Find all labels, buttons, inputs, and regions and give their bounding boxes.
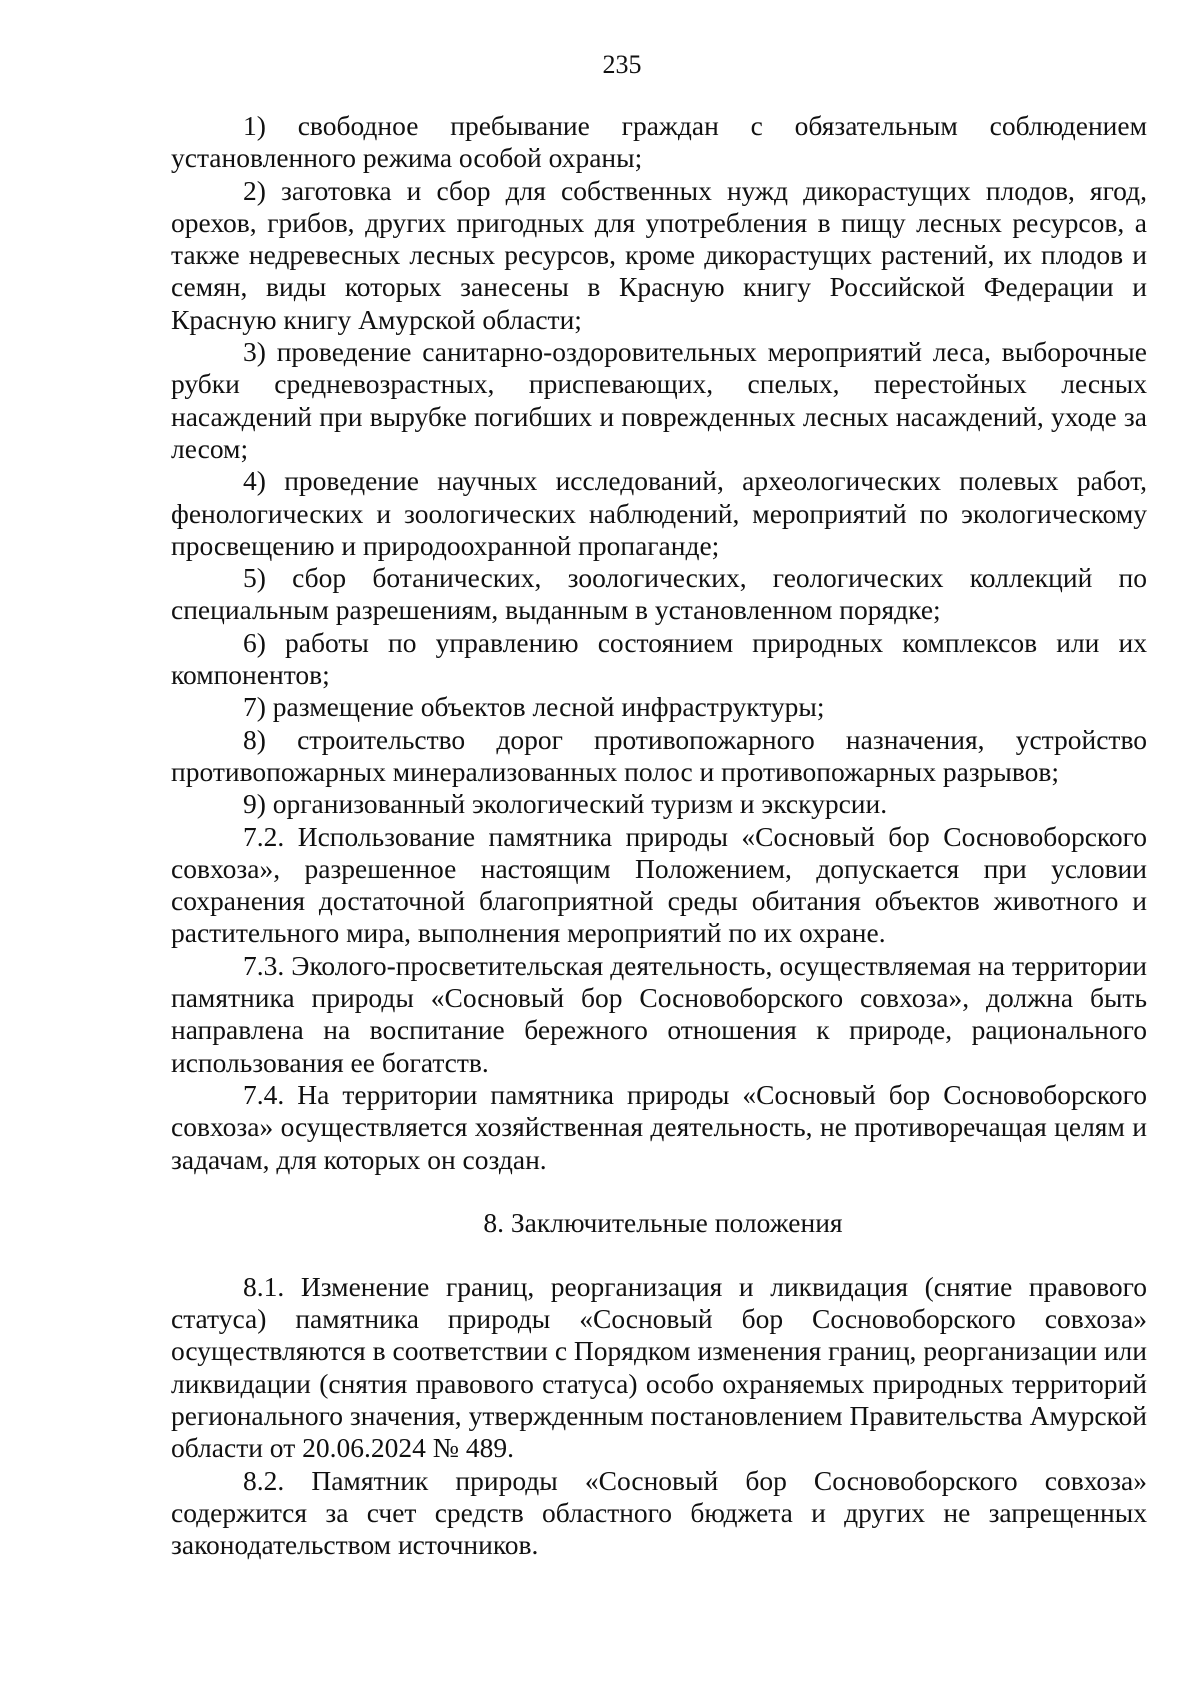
clause-8-1: 8.1. Изменение границ, реорганизация и ликвидация (снятие правового статуса) памятника природы «Сосновый бор Сосновоборского совхоза» осуществляются в соответствии с Порядком изменения границ, реорганизации или ликвидации (снятия правового статуса) особо охраняемых природных территорий регионального значения, утвержденным постановлением Правительства Амурской области от 20.06.2024 № 489. [171,1270,1147,1464]
clause-7-2: 7.2. Использование памятника природы «Сосновый бор Сосновоборского совхоза», разрешенное настоящим Положением, допускается при условии сохранения достаточной благоприятной среды обитания объектов животного и растительного мира, выполнения мероприятий по их охране. [171,820,1147,949]
clause-7-3: 7.3. Эколого-просветительская деятельность, осуществляемая на территории памятника природы «Сосновый бор Сосновоборского совхоза», должна быть направлена на воспитание бережного отношения к природе, рационального использования ее богатств. [171,949,1147,1078]
section-8-title: 8. Заключительные положения [483,1206,843,1238]
list-item-9: 9) организованный экологический туризм и экскурсии. [243,788,888,820]
clause-8-2: 8.2. Памятник природы «Сосновый бор Сосновоборского совхоза» содержится за счет средств областного бюджета и других не запрещенных законодательством источников. [171,1464,1147,1561]
list-item-1: 1) свободное пребывание граждан с обязательным соблюдением установленного режима особой охраны; [171,110,1147,174]
clause-7-4: 7.4. На территории памятника природы «Сосновый бор Сосновоборского совхоза» осуществляется хозяйственная деятельность, не противоречащая целям и задачам, для которых он создан. [171,1078,1147,1175]
document-body [171,110,1147,1561]
list-item-5: 5) сбор ботанических, зоологических, геологических коллекций по специальным разрешениям, выданным в установленном порядке; [171,562,1147,626]
list-item-8: 8) строительство дорог противопожарного назначения, устройство противопожарных минерализованных полос и противопожарных разрывов; [171,723,1147,787]
page-number: 235 [602,50,642,79]
list-item-6: 6) работы по управлению состоянием природных комплексов или их компонентов; [171,626,1147,691]
list-item-2: 2) заготовка и сбор для собственных нужд дикорастущих плодов, ягод, орехов, грибов, других пригодных для употребления в пищу лесных ресурсов, а также недревесных лесных ресурсов, кроме дикорастущих растений, их плодов и семян, виды которых занесены в Красную книгу Российской Федерации и Красную книгу Амурской области; [171,174,1147,335]
list-item-7: 7) размещение объектов лесной инфраструктуры; [243,691,825,723]
list-item-3: 3) проведение санитарно-оздоровительных мероприятий леса, выборочные рубки средневозрастных, приспевающих, спелых, перестойных лесных насаждений при вырубке погибших и поврежденных лесных насаждений, уходе за лесом; [171,336,1147,464]
list-item-4: 4) проведение научных исследований, археологических полевых работ, фенологических и зоологических наблюдений, мероприятий по экологическому просвещению и природоохранной пропаганде; [171,465,1147,561]
